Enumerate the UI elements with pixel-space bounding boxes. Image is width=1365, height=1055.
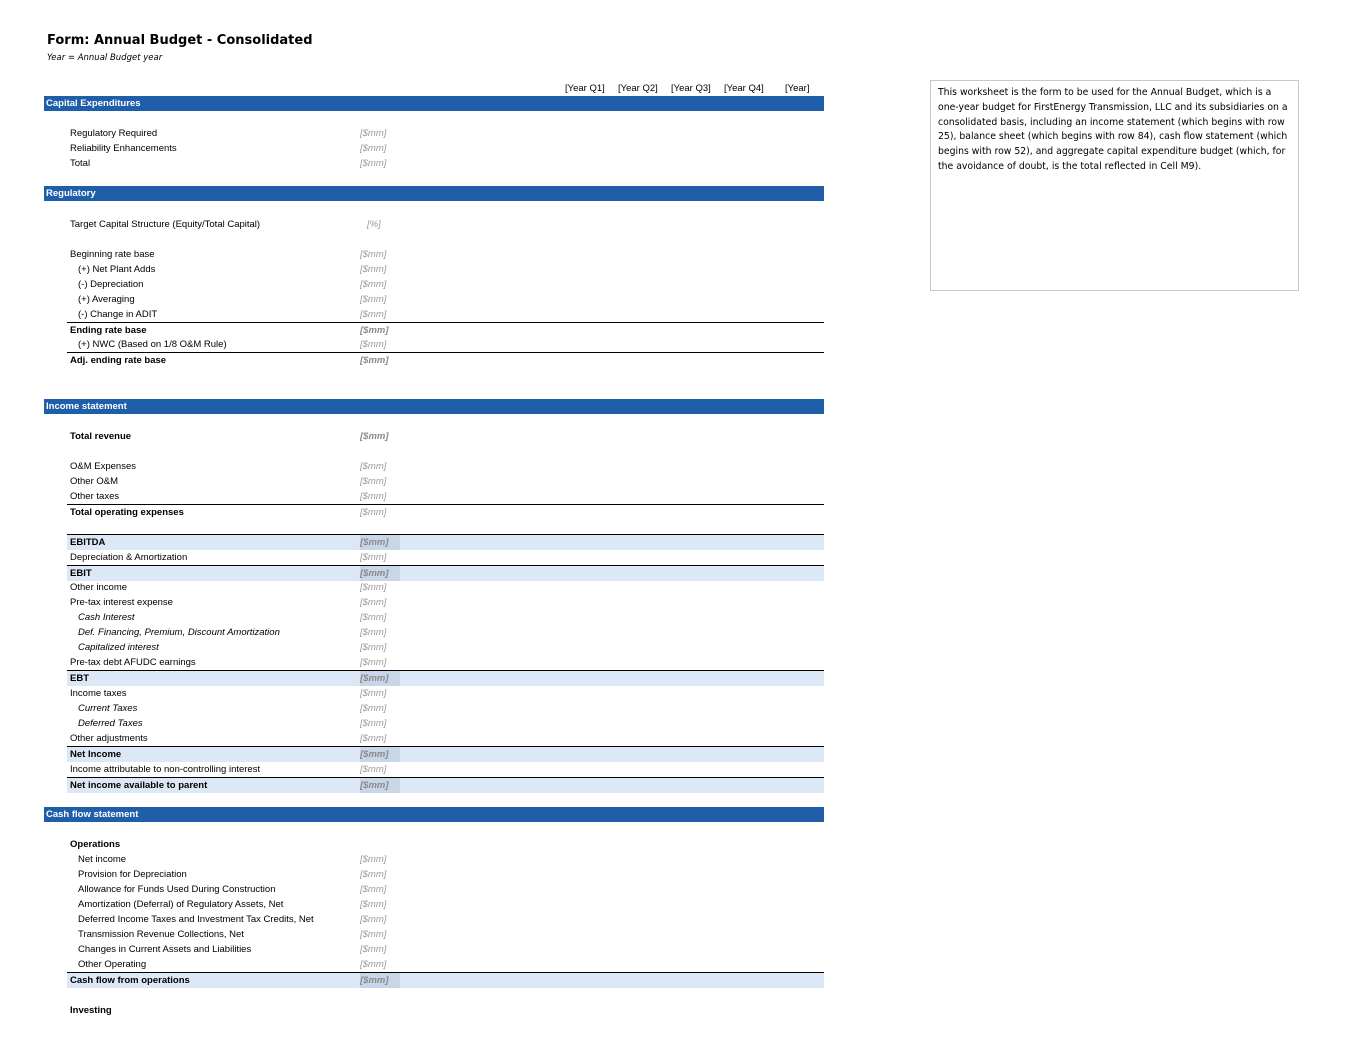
row-label: (+) Net Plant Adds xyxy=(78,264,156,275)
row-label: Net income xyxy=(78,854,127,865)
table-row xyxy=(67,474,824,489)
table-row xyxy=(67,565,824,581)
table-row xyxy=(67,942,824,957)
row-label: Other income xyxy=(70,582,128,593)
table-row xyxy=(67,337,824,352)
row-label: O&M Expenses xyxy=(70,461,136,472)
worksheet-note: This worksheet is the form to be used for the Annual Budget, which is a one-year budget for FirstEnergy Transmission, LLC and its subsidiaries on a consolidated basis, including an income statement (which begins with row 25), balance sheet (which begins with row 84), cash flow statement (which begins with row 52), and aggregate capital expenditure budget (which, for the avoidance of doubt, is the total reflected in Cell M9). xyxy=(930,80,1299,291)
row-label: Adj. ending rate base xyxy=(70,355,167,366)
row-value[interactable]: [$mm] xyxy=(360,264,387,275)
row-value[interactable]: [$mm] xyxy=(360,507,387,518)
row-label: (-) Depreciation xyxy=(78,279,144,290)
row-value[interactable]: [$mm] xyxy=(360,461,387,472)
column-header-q4: [Year Q4] xyxy=(724,83,764,94)
row-value[interactable]: [$mm] xyxy=(360,973,400,988)
column-header-year: [Year] xyxy=(785,83,810,94)
row-value[interactable]: [$mm] xyxy=(360,703,387,714)
row-value[interactable]: [$mm] xyxy=(360,294,387,305)
row-label: Income taxes xyxy=(70,688,127,699)
table-row xyxy=(67,550,824,565)
table-row xyxy=(67,534,824,550)
row-value[interactable]: [$mm] xyxy=(360,959,387,970)
table-row xyxy=(67,897,824,912)
table-row xyxy=(67,429,824,444)
table-row xyxy=(67,595,824,610)
row-value[interactable]: [$mm] xyxy=(360,671,400,686)
subsection-header-investing xyxy=(67,1003,824,1018)
row-label: Ending rate base xyxy=(70,325,147,336)
row-value[interactable]: [$mm] xyxy=(360,582,387,593)
table-row xyxy=(67,292,824,307)
row-value[interactable]: [$mm] xyxy=(360,355,389,366)
row-label: Deferred Income Taxes and Investment Tax Credits, Net xyxy=(78,914,314,925)
row-value[interactable]: [$mm] xyxy=(360,627,387,638)
row-label: Current Taxes xyxy=(78,703,138,714)
row-label: Provision for Depreciation xyxy=(78,869,187,880)
table-row xyxy=(67,777,824,793)
table-row xyxy=(67,882,824,897)
row-value[interactable]: [$mm] xyxy=(360,476,387,487)
row-value[interactable]: [$mm] xyxy=(360,764,387,775)
row-label: Amortization (Deferral) of Regulatory Assets, Net xyxy=(78,899,284,910)
row-value[interactable]: [$mm] xyxy=(360,249,387,260)
row-label: Target Capital Structure (Equity/Total Capital) xyxy=(70,219,261,230)
table-row xyxy=(67,640,824,655)
table-row xyxy=(67,625,824,640)
table-row xyxy=(67,867,824,882)
form-subtitle: Year = Annual Budget year xyxy=(47,53,163,63)
column-header-q3: [Year Q3] xyxy=(671,83,711,94)
table-row xyxy=(67,957,824,972)
row-value[interactable]: [$mm] xyxy=(360,325,389,336)
section-income-statement: Income statement xyxy=(44,399,824,414)
table-row xyxy=(67,852,824,867)
row-label: Investing xyxy=(70,1005,112,1016)
row-label: Net income available to parent xyxy=(70,780,208,791)
row-label: Reliability Enhancements xyxy=(70,143,177,154)
table-row xyxy=(67,716,824,731)
row-value[interactable]: [%] xyxy=(367,219,381,230)
row-label: Deferred Taxes xyxy=(78,718,143,729)
table-row xyxy=(67,156,824,171)
table-row xyxy=(67,217,824,232)
section-regulatory: Regulatory xyxy=(44,186,824,201)
row-value[interactable]: [$mm] xyxy=(360,566,400,581)
table-row xyxy=(67,580,824,595)
row-label: Beginning rate base xyxy=(70,249,155,260)
row-value[interactable]: [$mm] xyxy=(360,279,387,290)
row-label: Cash Interest xyxy=(78,612,135,623)
row-value[interactable]: [$mm] xyxy=(360,535,400,550)
table-row xyxy=(67,701,824,716)
table-row xyxy=(67,972,824,988)
row-value[interactable]: [$mm] xyxy=(360,718,387,729)
row-label: Allowance for Funds Used During Construction xyxy=(78,884,276,895)
row-label: (-) Change in ADIT xyxy=(78,309,158,320)
row-label: EBITDA xyxy=(70,537,106,548)
row-label: Net Income xyxy=(70,749,122,760)
row-label: Def. Financing, Premium, Discount Amortization xyxy=(78,627,280,638)
row-label: Regulatory Required xyxy=(70,128,158,139)
table-row xyxy=(67,459,824,474)
row-value[interactable]: [$mm] xyxy=(360,431,389,442)
row-value[interactable]: [$mm] xyxy=(360,914,387,925)
row-value[interactable]: [$mm] xyxy=(360,309,387,320)
row-label: EBIT xyxy=(70,568,92,579)
row-value[interactable]: [$mm] xyxy=(360,158,387,169)
row-label: Other adjustments xyxy=(70,733,148,744)
table-row xyxy=(67,746,824,762)
row-label: Operations xyxy=(70,839,121,850)
row-label: Income attributable to non-controlling interest xyxy=(70,764,261,775)
table-row xyxy=(67,731,824,746)
row-label: Cash flow from operations xyxy=(70,975,190,986)
table-row xyxy=(67,277,824,292)
row-value[interactable]: [$mm] xyxy=(360,899,387,910)
row-value[interactable]: [$mm] xyxy=(360,733,387,744)
row-label: Other O&M xyxy=(70,476,119,487)
table-row xyxy=(67,489,824,504)
row-label: Capitalized interest xyxy=(78,642,159,653)
row-label: Transmission Revenue Collections, Net xyxy=(78,929,244,940)
row-label: Other Operating xyxy=(78,959,147,970)
row-label: (+) Averaging xyxy=(78,294,135,305)
row-label: (+) NWC (Based on 1/8 O&M Rule) xyxy=(78,339,227,350)
row-label: EBT xyxy=(70,673,89,684)
row-value[interactable]: [$mm] xyxy=(360,657,387,668)
table-row xyxy=(67,247,824,262)
subsection-header-operations xyxy=(67,837,824,852)
section-capital-expenditures: Capital Expenditures xyxy=(44,96,824,111)
form-title: Form: Annual Budget - Consolidated xyxy=(47,33,313,48)
row-label: Total xyxy=(70,158,91,169)
row-value[interactable]: [$mm] xyxy=(360,339,387,350)
row-value[interactable]: [$mm] xyxy=(360,552,387,563)
row-value[interactable]: [$mm] xyxy=(360,929,387,940)
row-label: Depreciation & Amortization xyxy=(70,552,188,563)
table-row xyxy=(67,504,824,520)
row-value[interactable]: [$mm] xyxy=(360,143,387,154)
row-value[interactable]: [$mm] xyxy=(360,642,387,653)
row-label: Total revenue xyxy=(70,431,132,442)
table-row xyxy=(67,927,824,942)
section-cash-flow-statement: Cash flow statement xyxy=(44,807,824,822)
table-row xyxy=(67,912,824,927)
row-value[interactable]: [$mm] xyxy=(360,854,387,865)
row-label: Other taxes xyxy=(70,491,120,502)
table-row xyxy=(67,610,824,625)
row-label: Pre-tax debt AFUDC earnings xyxy=(70,657,196,668)
row-value[interactable]: [$mm] xyxy=(360,688,387,699)
row-label: Total operating expenses xyxy=(70,507,184,518)
row-value[interactable]: [$mm] xyxy=(360,944,387,955)
row-value[interactable]: [$mm] xyxy=(360,597,387,608)
table-row xyxy=(67,322,824,338)
table-row xyxy=(67,262,824,277)
row-value[interactable]: [$mm] xyxy=(360,778,400,793)
row-value[interactable]: [$mm] xyxy=(360,884,387,895)
row-value[interactable]: [$mm] xyxy=(360,612,387,623)
table-row xyxy=(67,686,824,701)
row-value[interactable]: [$mm] xyxy=(360,491,387,502)
table-row xyxy=(67,352,824,368)
table-row xyxy=(67,126,824,141)
column-header-q1: [Year Q1] xyxy=(565,83,605,94)
row-value[interactable]: [$mm] xyxy=(360,128,387,139)
table-row xyxy=(67,141,824,156)
table-row xyxy=(67,655,824,670)
table-row xyxy=(67,762,824,777)
row-value[interactable]: [$mm] xyxy=(360,747,400,762)
column-header-q2: [Year Q2] xyxy=(618,83,658,94)
table-row xyxy=(67,307,824,322)
row-value[interactable]: [$mm] xyxy=(360,869,387,880)
row-label: Changes in Current Assets and Liabilities xyxy=(78,944,252,955)
table-row xyxy=(67,670,824,686)
row-label: Pre-tax interest expense xyxy=(70,597,173,608)
